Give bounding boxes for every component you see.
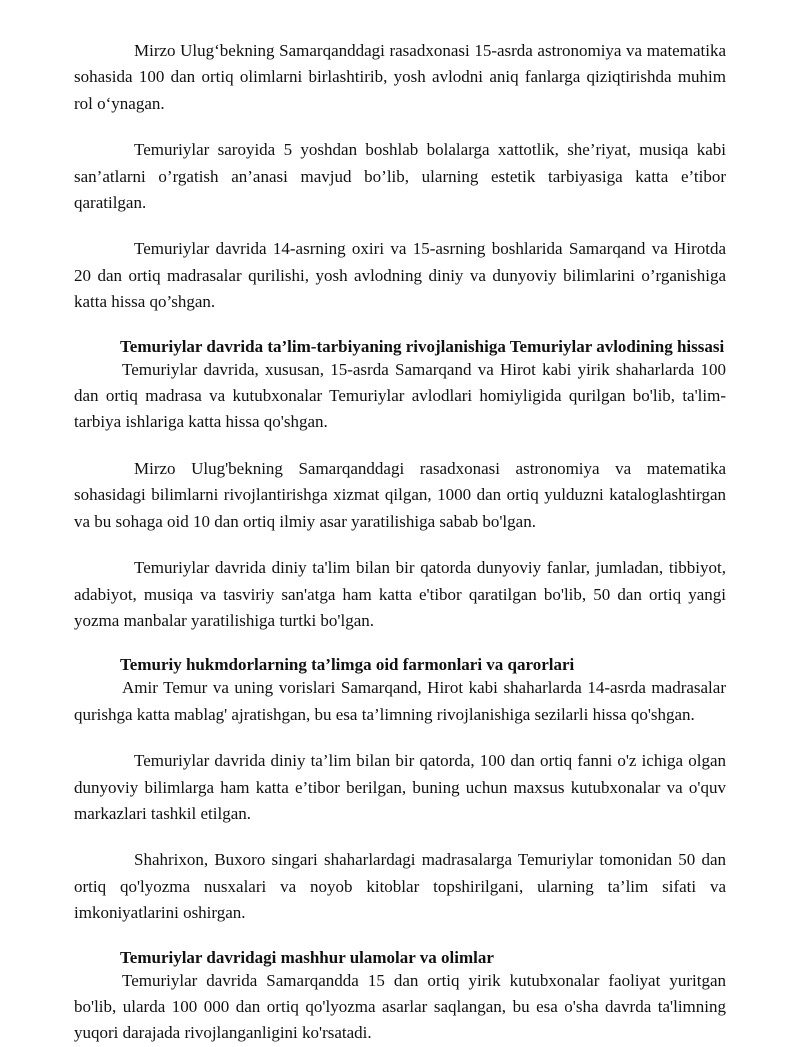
paragraph-libraries: Temuriylar davrida, xususan, 15-asrda Samarqand va Hirot kabi yirik shaharlarda 100 dan ortiq madrasa va kutubxonalar Temuriylar avlodlari homiyligida qurilgan bo'lib, ta'lim-tarbiya ishlariga katta hissa qo'shgan.: [74, 359, 726, 432]
paragraph-madrasas: Temuriylar davrida 14-asrning oxiri va 15-asrning boshlarida Samarqand va Hirotda 20 dan ortiq madrasalar qurilishi, yosh avlodning diniy va dunyoviy bilimlarini o’rganishiga katta hissa qo’shgan.: [74, 239, 726, 312]
section-heading-decrees: Temuriy hukmdorlarning ta’limga oid farmonlari va qarorlari: [120, 655, 575, 675]
document-page: [74, 38, 726, 1047]
paragraph-samarkand-libraries: Temuriylar davrida Samarqandda 15 dan ortiq yirik kutubxonalar faoliyat yuritgan bo'lib, ularda 100 000 dan ortiq qo'lyozma asarlar saqlangan, bu esa o'sha davrda ta'limning yuqori darajada rivojlanganligini ko'rsatadi.: [74, 970, 726, 1043]
section-heading-scholars: Temuriylar davridagi mashhur ulamolar va olimlar: [120, 947, 494, 967]
paragraph-secular-sciences: Temuriylar davrida diniy ta'lim bilan bir qatorda dunyoviy fanlar, jumladan, tibbiyot, adabiyot, musiqa va tasviriy san'atga ham katta e'tibor qaratilgan bo'lib, 50 dan ortiq yangi yozma manbalar yaratilishiga turtki bo'lgan.: [74, 558, 726, 630]
paragraph-secular-knowledge: Temuriylar davrida diniy ta’lim bilan bir qatorda, 100 dan ortiq fanni o'z ichiga olgan dunyoviy bilimlarga ham katta e’tibor berilgan, buning uchun maxsus kutubxonalar va o'quv markazlari tashkil etilgan.: [74, 751, 726, 823]
paragraph-funding: Amir Temur va uning vorislari Samarqand, Hirot kabi shaharlarda 14-asrda madrasalar qurishga katta mablag' ajratishgan, bu esa ta’limning rivojlanishiga sezilarli hissa qo'shgan.: [74, 678, 726, 724]
paragraph-manuscripts: Shahrixon, Buxoro singari shaharlardagi madrasalarga Temuriylar tomonidan 50 dan ortiq qo'lyozma nusxalari va noyob kitoblar topshirilgani, ularning ta’lim sifati va imkoniyatlarini oshirgan.: [74, 850, 726, 923]
section-heading-contribution: Temuriylar davrida ta’lim-tarbiyaning rivojlanishiga Temuriylar avlodining hissasi: [120, 336, 725, 356]
paragraph-ulugbek-observatory: Mirzo Ulug‘bekning Samarqanddagi rasadxonasi 15-asrda astronomiya va matematika sohasida 100 dan ortiq olimlarni birlashtirib, yosh avlodni aniq fanlarga qiziqtirishda muhim rol o‘ynagan.: [74, 41, 726, 113]
paragraph-court-arts: Temuriylar saroyida 5 yoshdan boshlab bolalarga xattotlik, she’riyat, musiqa kabi san’atlarni o’rgatish an’anasi mavjud bo’lib, ularning estetik tarbiyasiga katta e’tibor qaratilgan.: [74, 140, 726, 213]
paragraph-observatory-stars: Mirzo Ulug'bekning Samarqanddagi rasadxonasi astronomiya va matematika sohasidagi bilimlarni rivojlantirishga xizmat qilgan, 1000 dan ortiq yulduzni kataloglashtirgan va bu sohaga oid 10 dan ortiq ilmiy asar yaratilishiga sabab bo'lgan.: [74, 458, 726, 531]
